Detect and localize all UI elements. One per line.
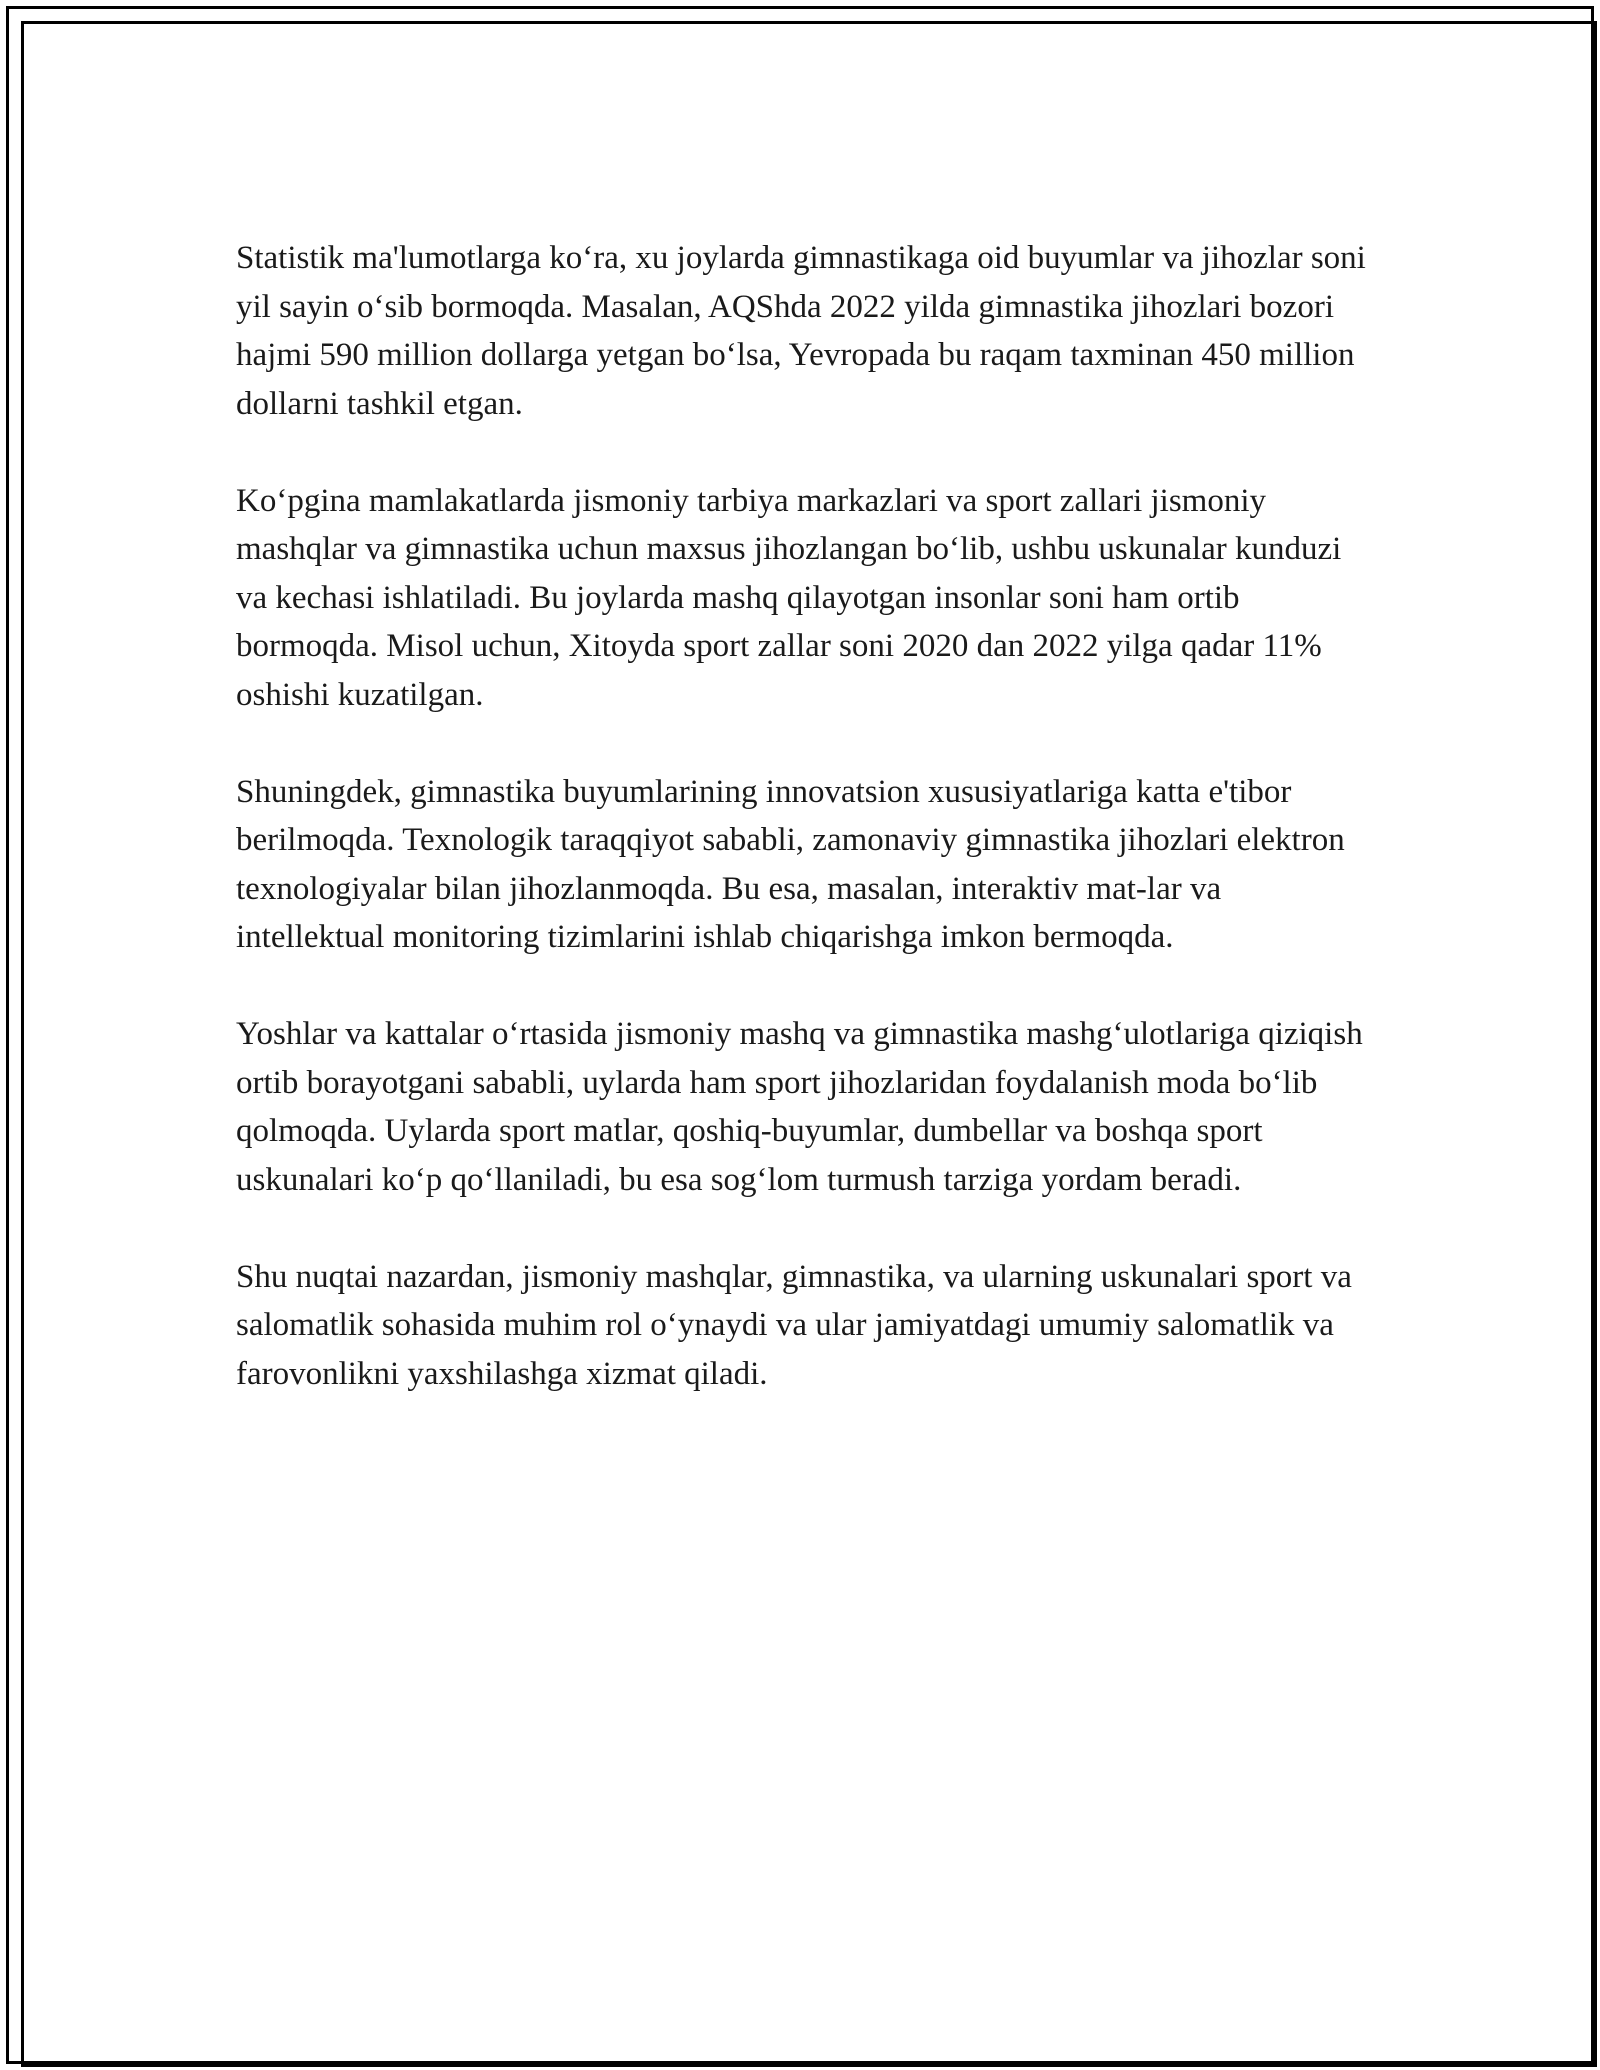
paragraph-5: Shu nuqtai nazardan, jismoniy mashqlar, gimnastika, va ularning uskunalari sport va salomatlik sohasida muhim rol o‘ynaydi va ular jamiyatdagi umumiy salomatlik va farovonlikni yaxshilashga xizmat qiladi.	[236, 1258, 1352, 1392]
paragraph-2: Ko‘pgina mamlakatlarda jismoniy tarbiya markazlari va sport zallari jismoniy mashqlar va gimnastika uchun maxsus jihozlangan bo‘lib, ushbu uskunalar kunduzi va kechasi ishlatiladi. Bu joylarda mashq qilayotgan insonlar soni ham ortib bormoqda. Misol uchun, Xitoyda sport zallar soni 2020 dan 2022 yilga qadar 11% oshishi kuzatilgan.	[236, 482, 1342, 713]
paragraph-4: Yoshlar va kattalar o‘rtasida jismoniy mashq va gimnastika mashg‘ulotlariga qiziqish ortib borayotgani sababli, uylarda ham sport jihozlaridan foydalanish moda bo‘lib qolmoqda. Uylarda sport matlar, qoshiq-buyumlar, dumbellar va boshqa sport uskunalari ko‘p qo‘llaniladi, bu esa sog‘lom turmush tarziga yordam beradi.	[236, 1016, 1363, 1198]
paragraph-1: Statistik ma'lumotlarga ko‘ra, xu joylarda gimnastikaga oid buyumlar va jihozlar soni yil sayin o‘sib bormoqda. Masalan, AQShda 2022 yilda gimnastika jihozlari bozori hajmi 590 million dollarga yetgan bo‘lsa, Yevropada bu raqam taxminan 450 million dollarni tashkil etgan.	[236, 240, 1366, 422]
paragraph-3: Shuningdek, gimnastika buyumlarining innovatsion xususiyatlariga katta e'tibor berilmoqda. Texnologik taraqqiyot sababli, zamonaviy gimnastika jihozlari elektron texnologiyalar bilan jihozlanmoqda. Bu esa, masalan, interaktiv mat-lar va intellektual monitoring tizimlarini ishlab chiqarishga imkon bermoqda.	[236, 773, 1345, 955]
document-body	[236, 234, 1376, 1447]
